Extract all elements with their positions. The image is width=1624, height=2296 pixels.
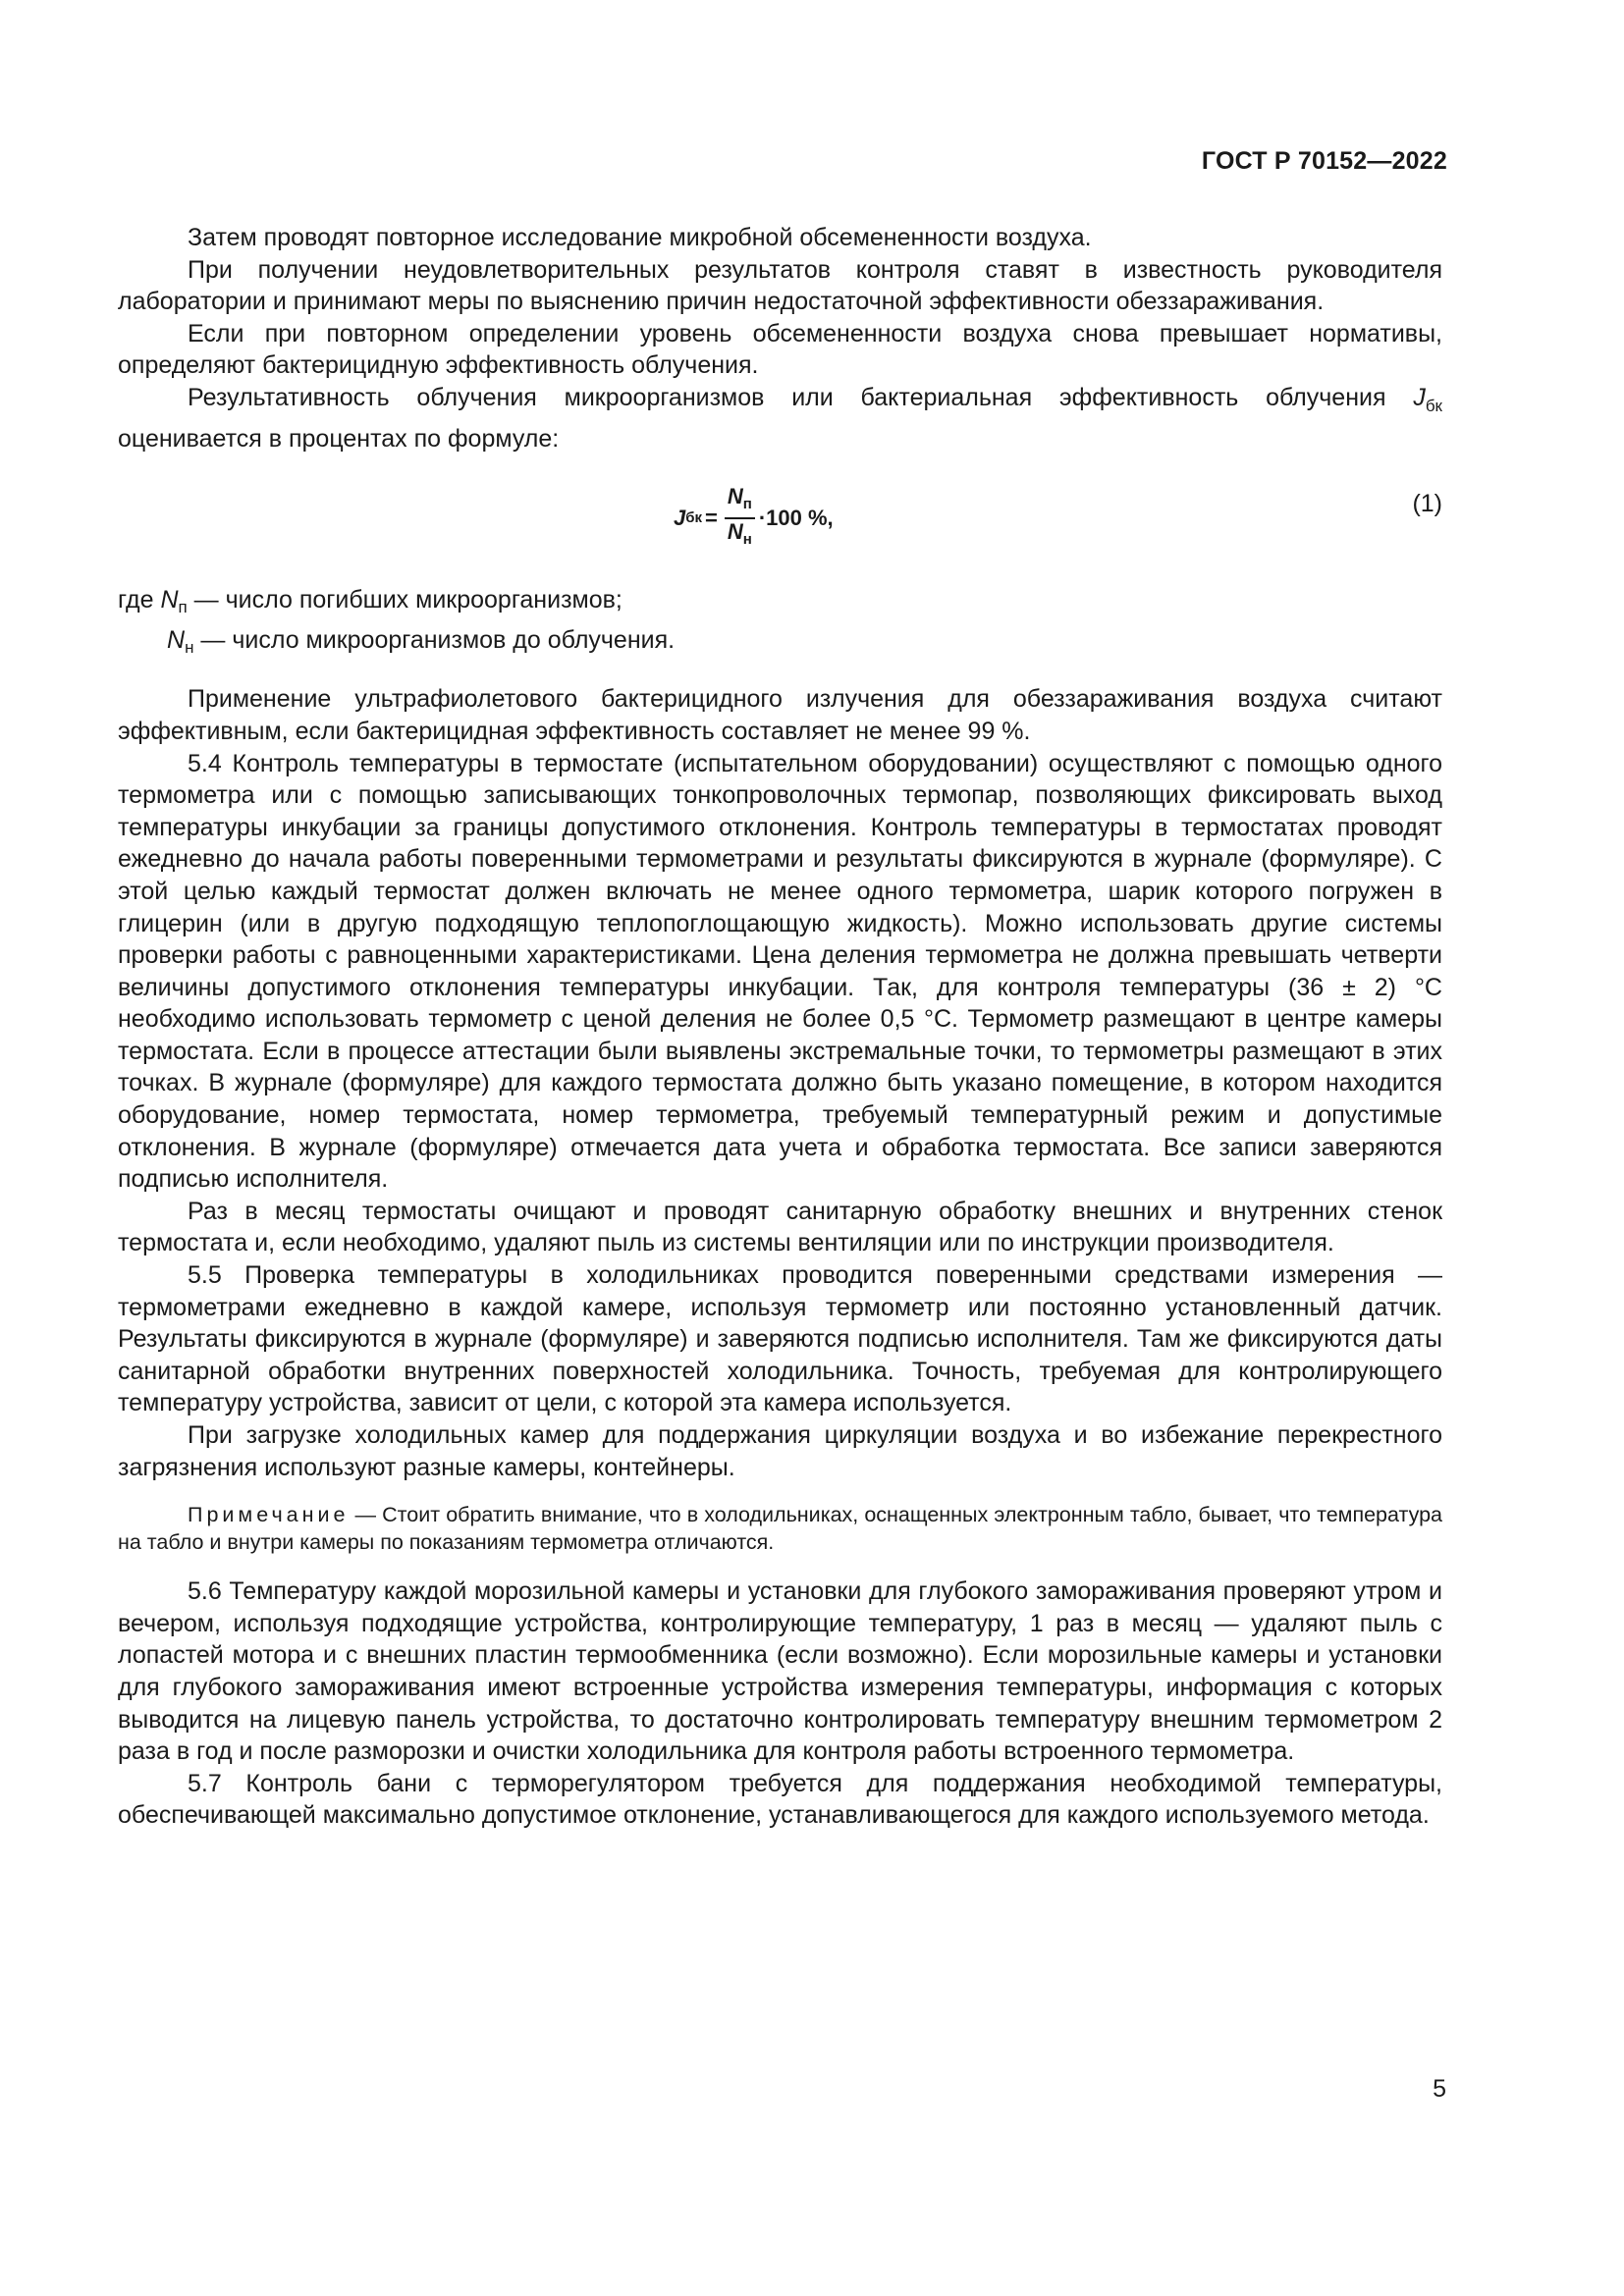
formula-numerator: [725, 484, 755, 519]
document-body: [118, 222, 1442, 1832]
legend-text: — число микроорганизмов до облучения.: [193, 625, 676, 654]
formula-expression: [674, 484, 834, 553]
section-5-6: 5.6 Температуру каждой морозильной камеры и установки для глубокого замораживания проверяют утром и вечером, используя подходящие устройства, контролирующие температуру, 1 раз в месяц — удаляют пыль с лопастей мотора и с внешних пластин термообменника (если возможно). Если морозильные камеры и установки для глубокого замораживания имеют встроенные устройства измерения температуры, информация с которых выводится на лицевую панель устройства, то достаточно контролировать температуру внешним термометром 2 раза в год и после разморозки и очистки холодильника для контроля работы встроенного термометра.: [118, 1577, 1442, 1766]
legend-symbol: N: [167, 625, 186, 654]
formula-number: (1): [1412, 490, 1442, 518]
efficiency-text-end: оценивается в процентах по формуле:: [118, 424, 560, 453]
formula-den-sub: н: [742, 531, 752, 549]
legend-prefix: где: [118, 586, 161, 614]
legend-text: — число погибших микроорганизмов;: [187, 586, 623, 614]
efficiency-symbol: J: [1413, 383, 1426, 411]
legend-symbol-sub: н: [185, 637, 194, 657]
paragraph: При загрузке холодильных камер для поддержания циркуляции воздуха и во избежание перекрестного загрязнения используют разные камеры, контейнеры.: [118, 1421, 1442, 1481]
spacer: [118, 664, 1442, 683]
page-number: 5: [1433, 2075, 1446, 2103]
efficiency-symbol-sub: бк: [1425, 396, 1442, 415]
note-text: — Стоит обратить внимание, что в холодильниках, оснащенных электронным табло, бывает, что температура на табло и внутри камеры по показаниям термометра отличаются.: [118, 1503, 1442, 1555]
paragraph: Раз в месяц термостаты очищают и проводят санитарную обработку внешних и внутренних стенок термостата и, если необходимо, удаляют пыль из системы вентиляции или по инструкции производителя.: [118, 1197, 1442, 1257]
formula-den-symbol: N: [727, 519, 743, 545]
paragraph: Затем проводят повторное исследование микробной обсемененности воздуха.: [188, 224, 1092, 251]
legend-symbol-sub: п: [178, 598, 188, 617]
legend-line: [118, 584, 1442, 624]
formula-fraction: [725, 484, 755, 553]
formula-block: [118, 474, 1442, 566]
paragraph: Если при повторном определении уровень обсемененности воздуха снова превышает нормативы, определяют бактерицидную эффективность облучения.: [118, 319, 1442, 380]
formula-num-symbol: N: [727, 484, 743, 509]
formula-num-sub: п: [742, 496, 752, 513]
note-label: Примечание: [188, 1503, 350, 1527]
formula-legend: [118, 584, 1442, 664]
efficiency-paragraph: [118, 382, 1442, 454]
note: [118, 1501, 1442, 1556]
formula-lhs-sub: бк: [685, 508, 703, 526]
standard-code-header: ГОСТ Р 70152—2022: [1201, 147, 1447, 175]
paragraph: Применение ультрафиолетового бактерицидного излучения для обеззараживания воздуха считают эффективным, если бактерицидная эффективность составляет не менее 99 %.: [118, 685, 1442, 745]
formula-denominator: [725, 519, 755, 553]
paragraph: При получении неудовлетворительных результатов контроля ставят в известность руководителя лаборатории и принимают меры по выяснению причин недостаточной эффективности обеззараживания.: [118, 255, 1442, 316]
legend-symbol: N: [160, 586, 179, 614]
section-5-4: 5.4 Контроль температуры в термостате (испытательном оборудовании) осуществляют с помощью одного термометра или с помощью записывающих тонкопроволочных термопар, позволяющих фиксировать выход температуры инкубации за границы допустимого отклонения. Контроль температуры в термостатах проводят ежедневно до начала работы поверенными термометрами и результаты фиксируются в журнале (формуляре). С этой целью каждый термостат должен включать не менее одного термометра, шарик которого погружен в глицерин (или в другую подходящую теплопоглощающую жидкость). Можно использовать другие системы проверки работы с равноценными характеристиками. Цена деления термометра не должна превышать четверти величины допустимого отклонения температуры инкубации. Так, для контроля температуры (36 ± 2) °С необходимо использовать термометр с ценой деления не более 0,5 °С. Термометр размещают в центре камеры термостата. Если в процессе аттестации были выявлены экстремальные точки, то термометры размещают в этих точках. В журнале (формуляре) для каждого термостата должно быть указано помещение, в котором находится оборудование, номер термостата, номер термометра, требуемый температурный режим и допустимые отклонения. В журнале (формуляре) отмечается дата учета и обработка термостата. Все записи заверяются подписью исполнителя.: [118, 749, 1442, 1194]
formula-tail: ·100 %,: [758, 505, 834, 530]
efficiency-text: Результативность облучения микроорганизмов или бактериальная эффективность облучения: [188, 383, 1414, 411]
formula-lhs: J: [674, 505, 686, 530]
section-5-5: 5.5 Проверка температуры в холодильниках проводится поверенными средствами измерения — термометрами ежедневно в каждой камере, используя термометр или постоянно установленный датчик. Результаты фиксируются в журнале (формуляре) и заверяются подписью исполнителя. Там же фиксируются даты санитарной обработки внутренних поверхностей холодильника. Точность, требуемая для контролирующего температуру устройства, зависит от цели, с которой эта камера используется.: [118, 1261, 1442, 1417]
formula-equals: =: [705, 505, 718, 530]
section-5-7: 5.7 Контроль бани с терморегулятором требуется для поддержания необходимой температуры, обеспечивающей максимально допустимое отклонение, устанавливающегося для каждого используемого метода.: [118, 1769, 1442, 1830]
legend-line: [118, 624, 1442, 665]
